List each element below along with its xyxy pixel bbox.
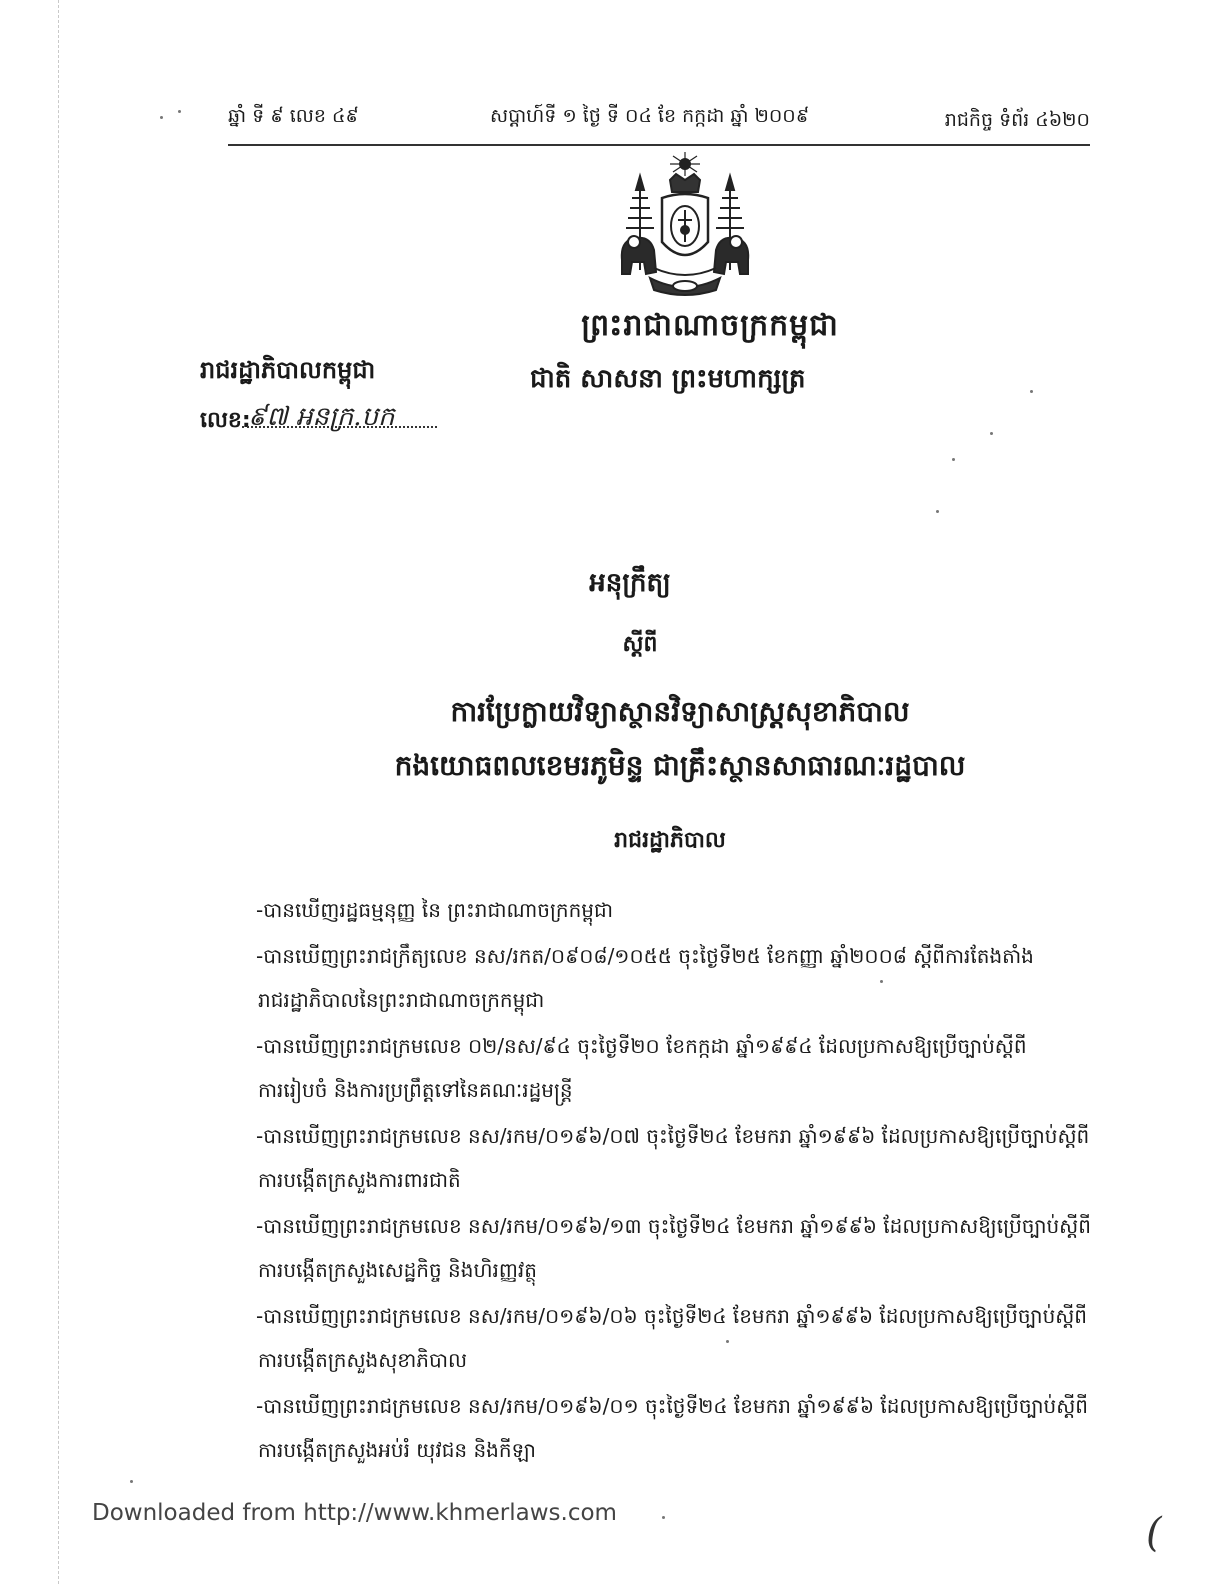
reference-line (200, 404, 470, 434)
scan-margin-line (58, 0, 59, 1584)
corner-pen-mark: ( (1146, 1510, 1162, 1556)
consideration-line: -បានឃើញរដ្ឋធម្មនុញ្ញ នៃ ព្រះរាជាណាចក្រកម្ពុជា (256, 898, 614, 922)
consideration-item (256, 1114, 1106, 1202)
scan-speck (952, 458, 955, 461)
scan-speck (880, 980, 883, 983)
consideration-item (256, 1024, 1106, 1112)
scan-speck (160, 116, 163, 119)
document-type: អនុក្រឹត្យ (589, 568, 671, 598)
scan-speck (130, 1480, 133, 1483)
government-heading: រាជរដ្ឋាភិបាល (614, 828, 726, 853)
reference-label: លេខ: (200, 408, 251, 433)
header-rule (228, 144, 1090, 146)
considerations-list (256, 888, 1106, 1474)
gazette-year-issue: ឆ្នាំ ទី ៩ លេខ ៤៩ (228, 105, 359, 127)
consideration-line: -បានឃើញព្រះរាជក្រឹត្យលេខ នស/រកត/០៩០៨/១០៥៥ ចុះថ្ងៃទី២៥ ខែកញ្ញា ឆ្នាំ២០០៨ ស្តីពីការតែងតាំង (256, 944, 1034, 968)
consideration-item (256, 888, 1106, 932)
gazette-page-number: រាជកិច្ច ទំព័រ ៤៦២០ (944, 109, 1090, 131)
consideration-continuation: ការបង្កើតក្រសួងអប់រំ យុវជន និងកីឡា (258, 1438, 536, 1462)
royal-coat-of-arms-icon (610, 150, 760, 300)
consideration-line: -បានឃើញព្រះរាជក្រមលេខ នស/រកម/០១៩៦/០៧ ចុះថ្ងៃទី២៤ ខែមករា ឆ្នាំ១៩៩៦ ដែលប្រកាសឱ្យប្រើច្បាប់ស្តីពី (256, 1124, 1090, 1148)
consideration-item (256, 934, 1106, 1022)
regarding-label: ស្តីពី (622, 632, 658, 657)
scan-speck (990, 432, 993, 435)
scan-speck (726, 1340, 729, 1343)
consideration-line: -បានឃើញព្រះរាជក្រមលេខ នស/រកម/០១៩៦/១៣ ចុះថ្ងៃទី២៤ ខែមករា ឆ្នាំ១៩៩៦ ដែលប្រកាសឱ្យប្រើច្បាប់ស្តីពី (256, 1214, 1091, 1238)
consideration-continuation: រាជរដ្ឋាភិបាលនៃព្រះរាជាណាចក្រកម្ពុជា (258, 988, 545, 1012)
consideration-continuation: ការបង្កើតក្រសួងការពារជាតិ (258, 1168, 461, 1192)
download-source-footer: Downloaded from http://www.khmerlaws.com (92, 1500, 617, 1526)
consideration-item (256, 1204, 1106, 1292)
scan-speck (1030, 390, 1033, 393)
gazette-date: សប្តាហ៍ទី ១ ថ្ងៃ ទី ០៤ ខែ កក្កដា ឆ្នាំ ២០០៩ (490, 105, 810, 127)
consideration-continuation: ការបង្កើតក្រសួងសេដ្ឋកិច្ច និងហិរញ្ញវត្ថុ (258, 1258, 537, 1282)
gazette-header (228, 100, 1090, 140)
national-motto: ជាតិ សាសនា ព្រះមហាក្សត្រ (530, 364, 806, 394)
scan-speck (178, 110, 181, 113)
scan-speck (662, 1516, 665, 1519)
consideration-continuation: ការរៀបចំ និងការប្រព្រឹត្តទៅនៃគណៈរដ្ឋមន្ត្រី (258, 1078, 573, 1102)
consideration-line: -បានឃើញព្រះរាជក្រមលេខ ០២/នស/៩៤ ចុះថ្ងៃទី២០ ខែកក្កដា ឆ្នាំ១៩៩៤ ដែលប្រកាសឱ្យប្រើច្បាប់ស្តីពី (256, 1034, 1027, 1058)
consideration-line: -បានឃើញព្រះរាជក្រមលេខ នស/រកម/០១៩៦/០១ ចុះថ្ងៃទី២៤ ខែមករា ឆ្នាំ១៩៩៦ ដែលប្រកាសឱ្យប្រើច្បាប់ស្តីពី (256, 1394, 1088, 1418)
kingdom-title: ព្រះរាជាណាចក្រកម្ពុជា (581, 308, 839, 343)
consideration-item (256, 1384, 1106, 1472)
issuing-government: រាជរដ្ឋាភិបាលកម្ពុជា (200, 356, 376, 384)
subject-line-1: ការប្រែក្លាយវិទ្យាស្ថានវិទ្យាសាស្ត្រសុខាភិបាល (450, 695, 910, 728)
reference-number: ៩៧ អនក្រ.បក (248, 402, 395, 432)
consideration-continuation: ការបង្កើតក្រសួងសុខាភិបាល (258, 1348, 468, 1372)
subject-line-2: កងយោធពលខេមរភូមិន្ទ ជាគ្រឹះស្ថានសាធារណៈរដ្ឋបាល (394, 749, 966, 782)
scan-speck (936, 510, 939, 513)
consideration-item (256, 1294, 1106, 1382)
consideration-line: -បានឃើញព្រះរាជក្រមលេខ នស/រកម/០១៩៦/០៦ ចុះថ្ងៃទី២៤ ខែមករា ឆ្នាំ១៩៩៦ ដែលប្រកាសឱ្យប្រើច្បាប់ស្តីពី (256, 1304, 1087, 1328)
